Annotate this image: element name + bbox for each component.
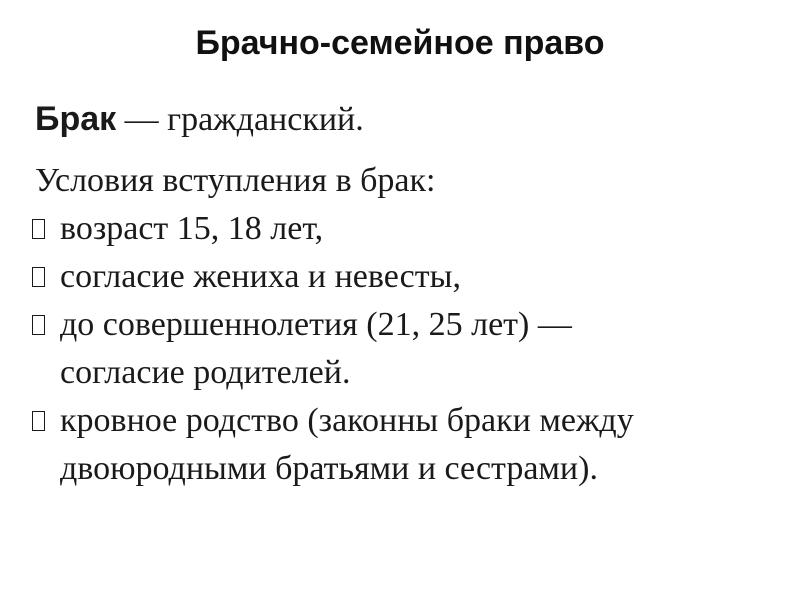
square-bullet-icon <box>32 219 45 239</box>
list-item <box>28 205 788 253</box>
definition-text: — гражданский. <box>116 101 364 138</box>
list-item-text: согласие жениха и невесты, <box>60 258 461 295</box>
list-item-text: кровное родство (законны браки между двоюродными братьями и сестрами). <box>60 402 634 487</box>
conditions-heading: Условия вступления в брак: <box>35 162 436 199</box>
definition-line <box>35 96 364 143</box>
slide-title: Брачно-семейное право <box>195 24 605 62</box>
definition-term: Брак <box>35 100 117 138</box>
square-bullet-icon <box>32 411 45 431</box>
conditions-list <box>28 205 788 493</box>
list-item-text: возраст 15, 18 лет, <box>60 210 324 247</box>
list-item <box>28 301 788 397</box>
list-item <box>28 253 788 301</box>
square-bullet-icon <box>32 315 45 335</box>
list-item-text: до совершеннолетия (21, 25 лет) — согласие родителей. <box>60 306 572 391</box>
square-bullet-icon <box>32 267 45 287</box>
list-item <box>28 397 788 493</box>
